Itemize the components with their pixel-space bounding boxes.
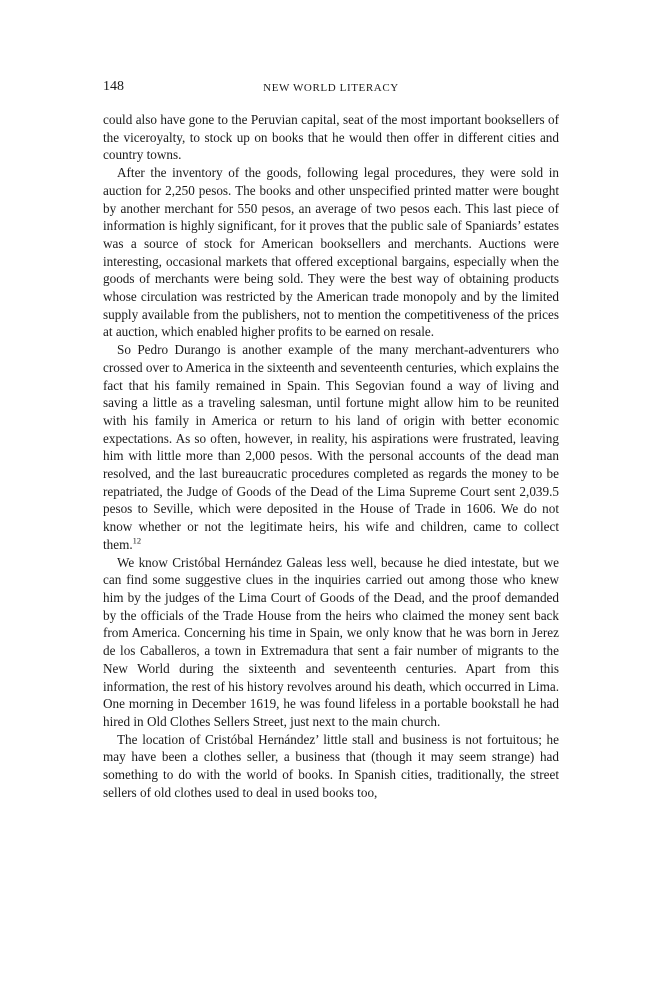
paragraph-1	[103, 111, 559, 164]
paragraph-2-text: After the inventory of the goods, following legal procedures, they were sold in auction for 2,250 pesos. The books and other unspecified printed matter were bought by another merchant for 550 pesos, an average of two pesos each. This last piece of information is highly significant, for it proves that the public sale of Spaniards’ estates was a source of stock for American booksellers and merchants. Auctions were interesting, occasional markets that offered exceptional bargains, especially when the goods of merchants were being sold. They were the best way of obtaining products whose circulation was restricted by the American trade monopoly and by the limited supply available from the publishers, not to mention the competitiveness of the prices at auction, which enabled higher profits to be earned on resale.	[103, 165, 559, 340]
paragraph-4	[103, 554, 559, 731]
paragraph-1-text: could also have gone to the Peruvian capital, seat of the most important booksellers of the viceroyalty, to stock up on books that he would then offer in different cities and country towns.	[103, 112, 559, 163]
running-title: NEW WORLD LITERACY	[263, 82, 399, 94]
footnote-reference: 12	[132, 535, 142, 546]
paragraph-2	[103, 164, 559, 341]
page-number: 148	[103, 79, 124, 94]
body-text	[103, 111, 559, 801]
paragraph-3	[103, 341, 559, 553]
running-head	[103, 78, 559, 98]
paragraph-4-text: We know Cristóbal Hernández Galeas less well, because he died intestate, but we can find some suggestive clues in the inquiries carried out among those who knew him by the judges of the Lima Court of Goods of the Dead, and the proof demanded by the officials of the Trade House from the heirs who claimed the money sent back from America. Concerning his time in Spain, we only know that he was born in Jerez de los Caballeros, a town in Extremadura that sent a fair number of migrants to the New World during the sixteenth and seventeenth centuries. Apart from this information, the rest of his history revolves around his death, which occurred in Lima. One morning in December 1619, he was found lifeless in a portable bookstall he had hired in Old Clothes Sellers Street, just next to the main church.	[103, 554, 559, 729]
paragraph-3-text: So Pedro Durango is another example of the many merchant-adventurers who crossed over to America in the sixteenth and seventeenth centuries, which explains the fact that his family remained in Spain. This Segovian found a way of living and saving a little as a traveling salesman, until fortune might allow him to be reunited with his family in America or return to his land of origin with better economic expectations. As so often, however, in reality, his aspirations were frustrated, leaving him with little more than 2,000 pesos. With the personal accounts of the dead man resolved, and the last bureaucratic procedures completed as regards the money to be repatriated, the Judge of Goods of the Dead of the Lima Supreme Court sent 2,039.5 pesos to Seville, which were deposited in the House of Trade in 1606. We do not know whether or not the legitimate heirs, his wife and children, came to collect them.	[103, 342, 559, 552]
paragraph-5	[103, 731, 559, 802]
paragraph-5-text: The location of Cristóbal Hernández’ little stall and business is not fortuitous; he may have been a clothes seller, a business that (though it may seem strange) had something to do with the world of books. In Spanish cities, traditionally, the street sellers of old clothes used to deal in used books too,	[103, 731, 559, 800]
